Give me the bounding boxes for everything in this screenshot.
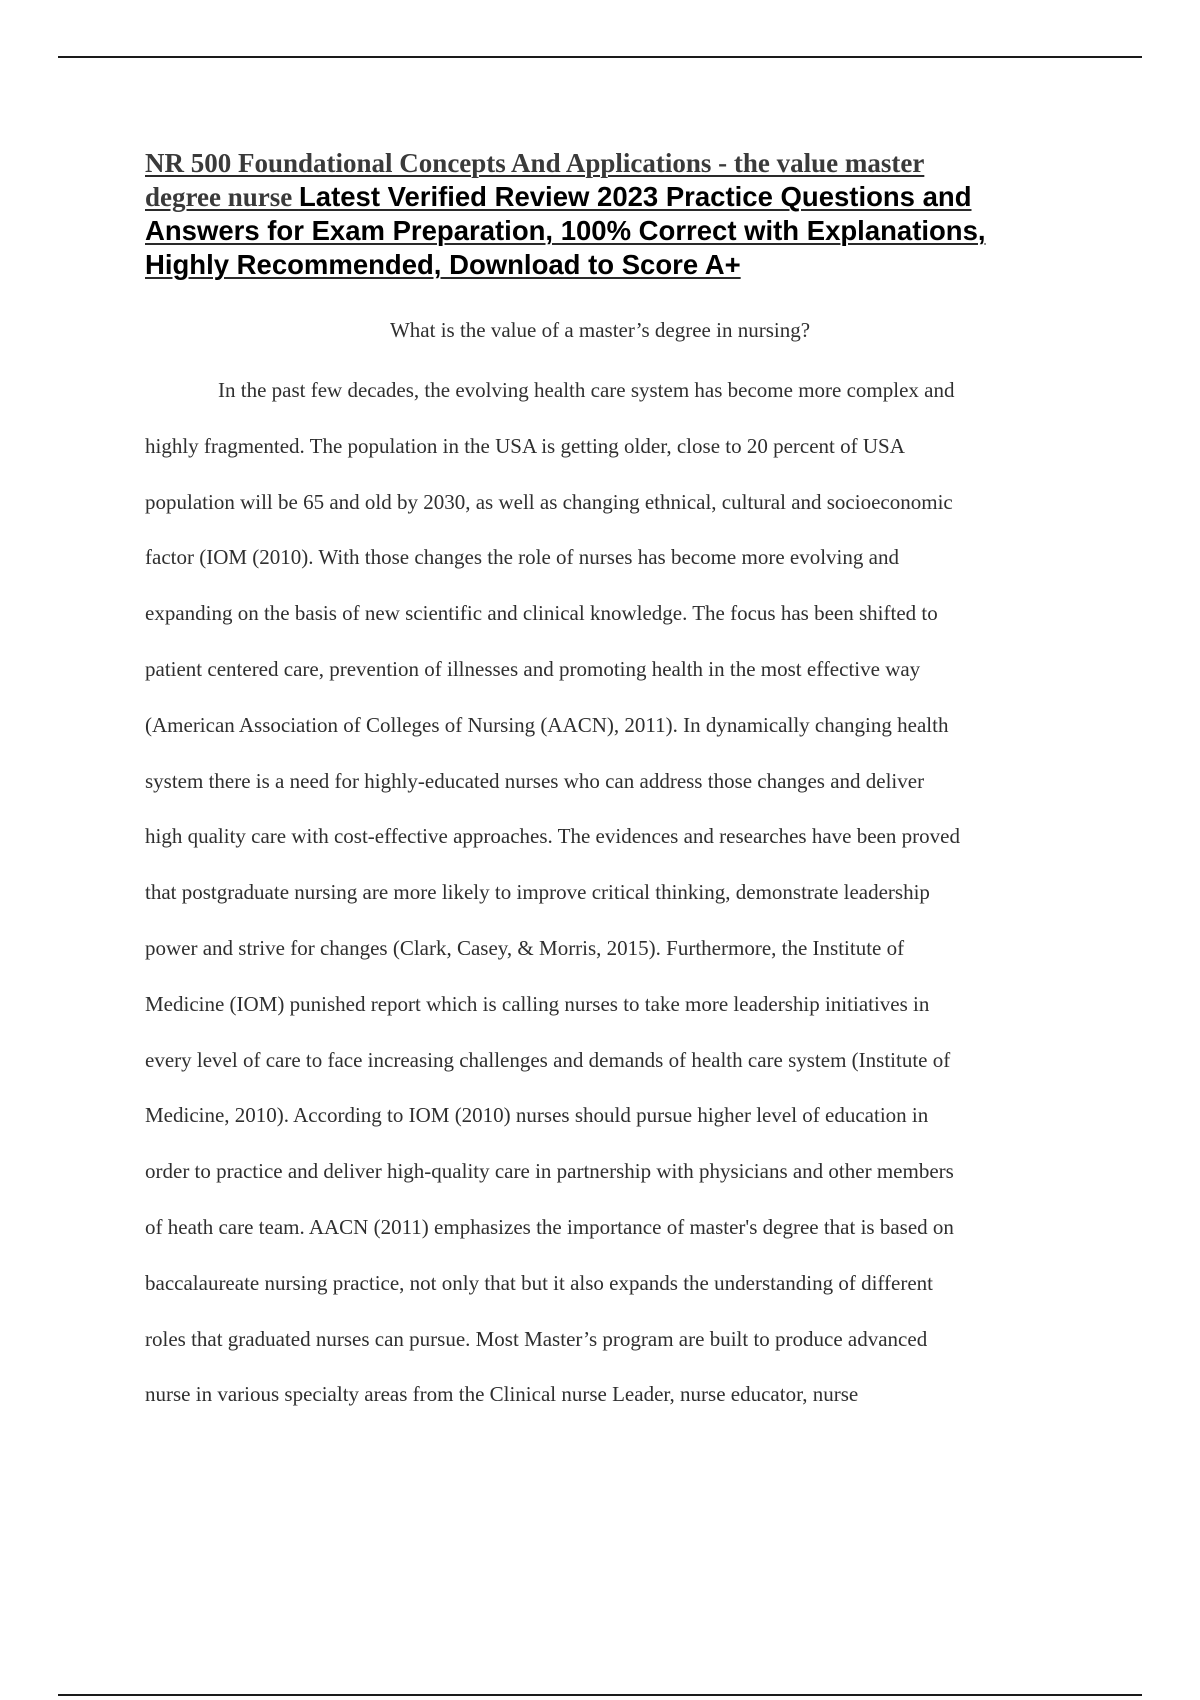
body-line: highly fragmented. The population in the USA is getting older, close to 20 percent of USA [145, 433, 905, 458]
footer-rule [58, 1694, 1142, 1696]
body-line: of heath care team. AACN (2011) emphasizes the importance of master's degree that is based on [145, 1214, 954, 1239]
title-line-2-serif: degree nurse [145, 182, 299, 212]
body-line: Medicine, 2010). According to IOM (2010) nurses should pursue higher level of education in [145, 1103, 929, 1128]
title-line-2 [145, 180, 1085, 214]
question-heading: What is the value of a master’s degree in nursing? [389, 318, 811, 342]
body-line: population will be 65 and old by 2030, as well as changing ethnical, cultural and socioeconomic [145, 489, 953, 514]
body-line: Medicine (IOM) punished report which is calling nurses to take more leadership initiatives in [145, 991, 930, 1016]
title-line-2-sans: Latest Verified Review 2023 Practice Questions and [298, 181, 972, 212]
body-line: power and strive for changes (Clark, Casey, & Morris, 2015). Furthermore, the Institute of [145, 935, 905, 960]
body-line: that postgraduate nursing are more likely to improve critical thinking, demonstrate leadership [145, 880, 930, 905]
body-line: expanding on the basis of new scientific and clinical knowledge. The focus has been shifted to [145, 601, 938, 626]
body-line: high quality care with cost-effective approaches. The evidences and researches have been proved [145, 824, 960, 849]
document-title [145, 146, 1085, 282]
title-line-4: Highly Recommended, Download to Score A+ [145, 249, 741, 280]
body-line: (American Association of Colleges of Nursing (AACN), 2011). In dynamically changing health [145, 712, 949, 737]
body-line: In the past few decades, the evolving health care system has become more complex and [218, 378, 955, 402]
body-line: system there is a need for highly-educated nurses who can address those changes and deliver [145, 768, 925, 793]
body-line: every level of care to face increasing challenges and demands of health care system (Institute of [145, 1047, 951, 1072]
body-line: order to practice and deliver high-quality care in partnership with physicians and other members [145, 1159, 954, 1184]
body-line: patient centered care, prevention of illnesses and promoting health in the most effective way [145, 656, 921, 681]
body-line: factor (IOM (2010). With those changes the role of nurses has become more evolving and [145, 545, 899, 570]
header-rule [58, 56, 1142, 58]
body-line: nurse in various specialty areas from the Clinical nurse Leader, nurse educator, nurse [145, 1382, 859, 1407]
title-line-3: Answers for Exam Preparation, 100% Correct with Explanations, [145, 215, 986, 246]
title-line-1: NR 500 Foundational Concepts And Applications - the value master [145, 148, 925, 178]
body-paragraph [145, 373, 1105, 1433]
body-line: baccalaureate nursing practice, not only that but it also expands the understanding of different [145, 1270, 934, 1295]
body-line: roles that graduated nurses can pursue. Most Master’s program are built to produce advanced [145, 1326, 928, 1351]
